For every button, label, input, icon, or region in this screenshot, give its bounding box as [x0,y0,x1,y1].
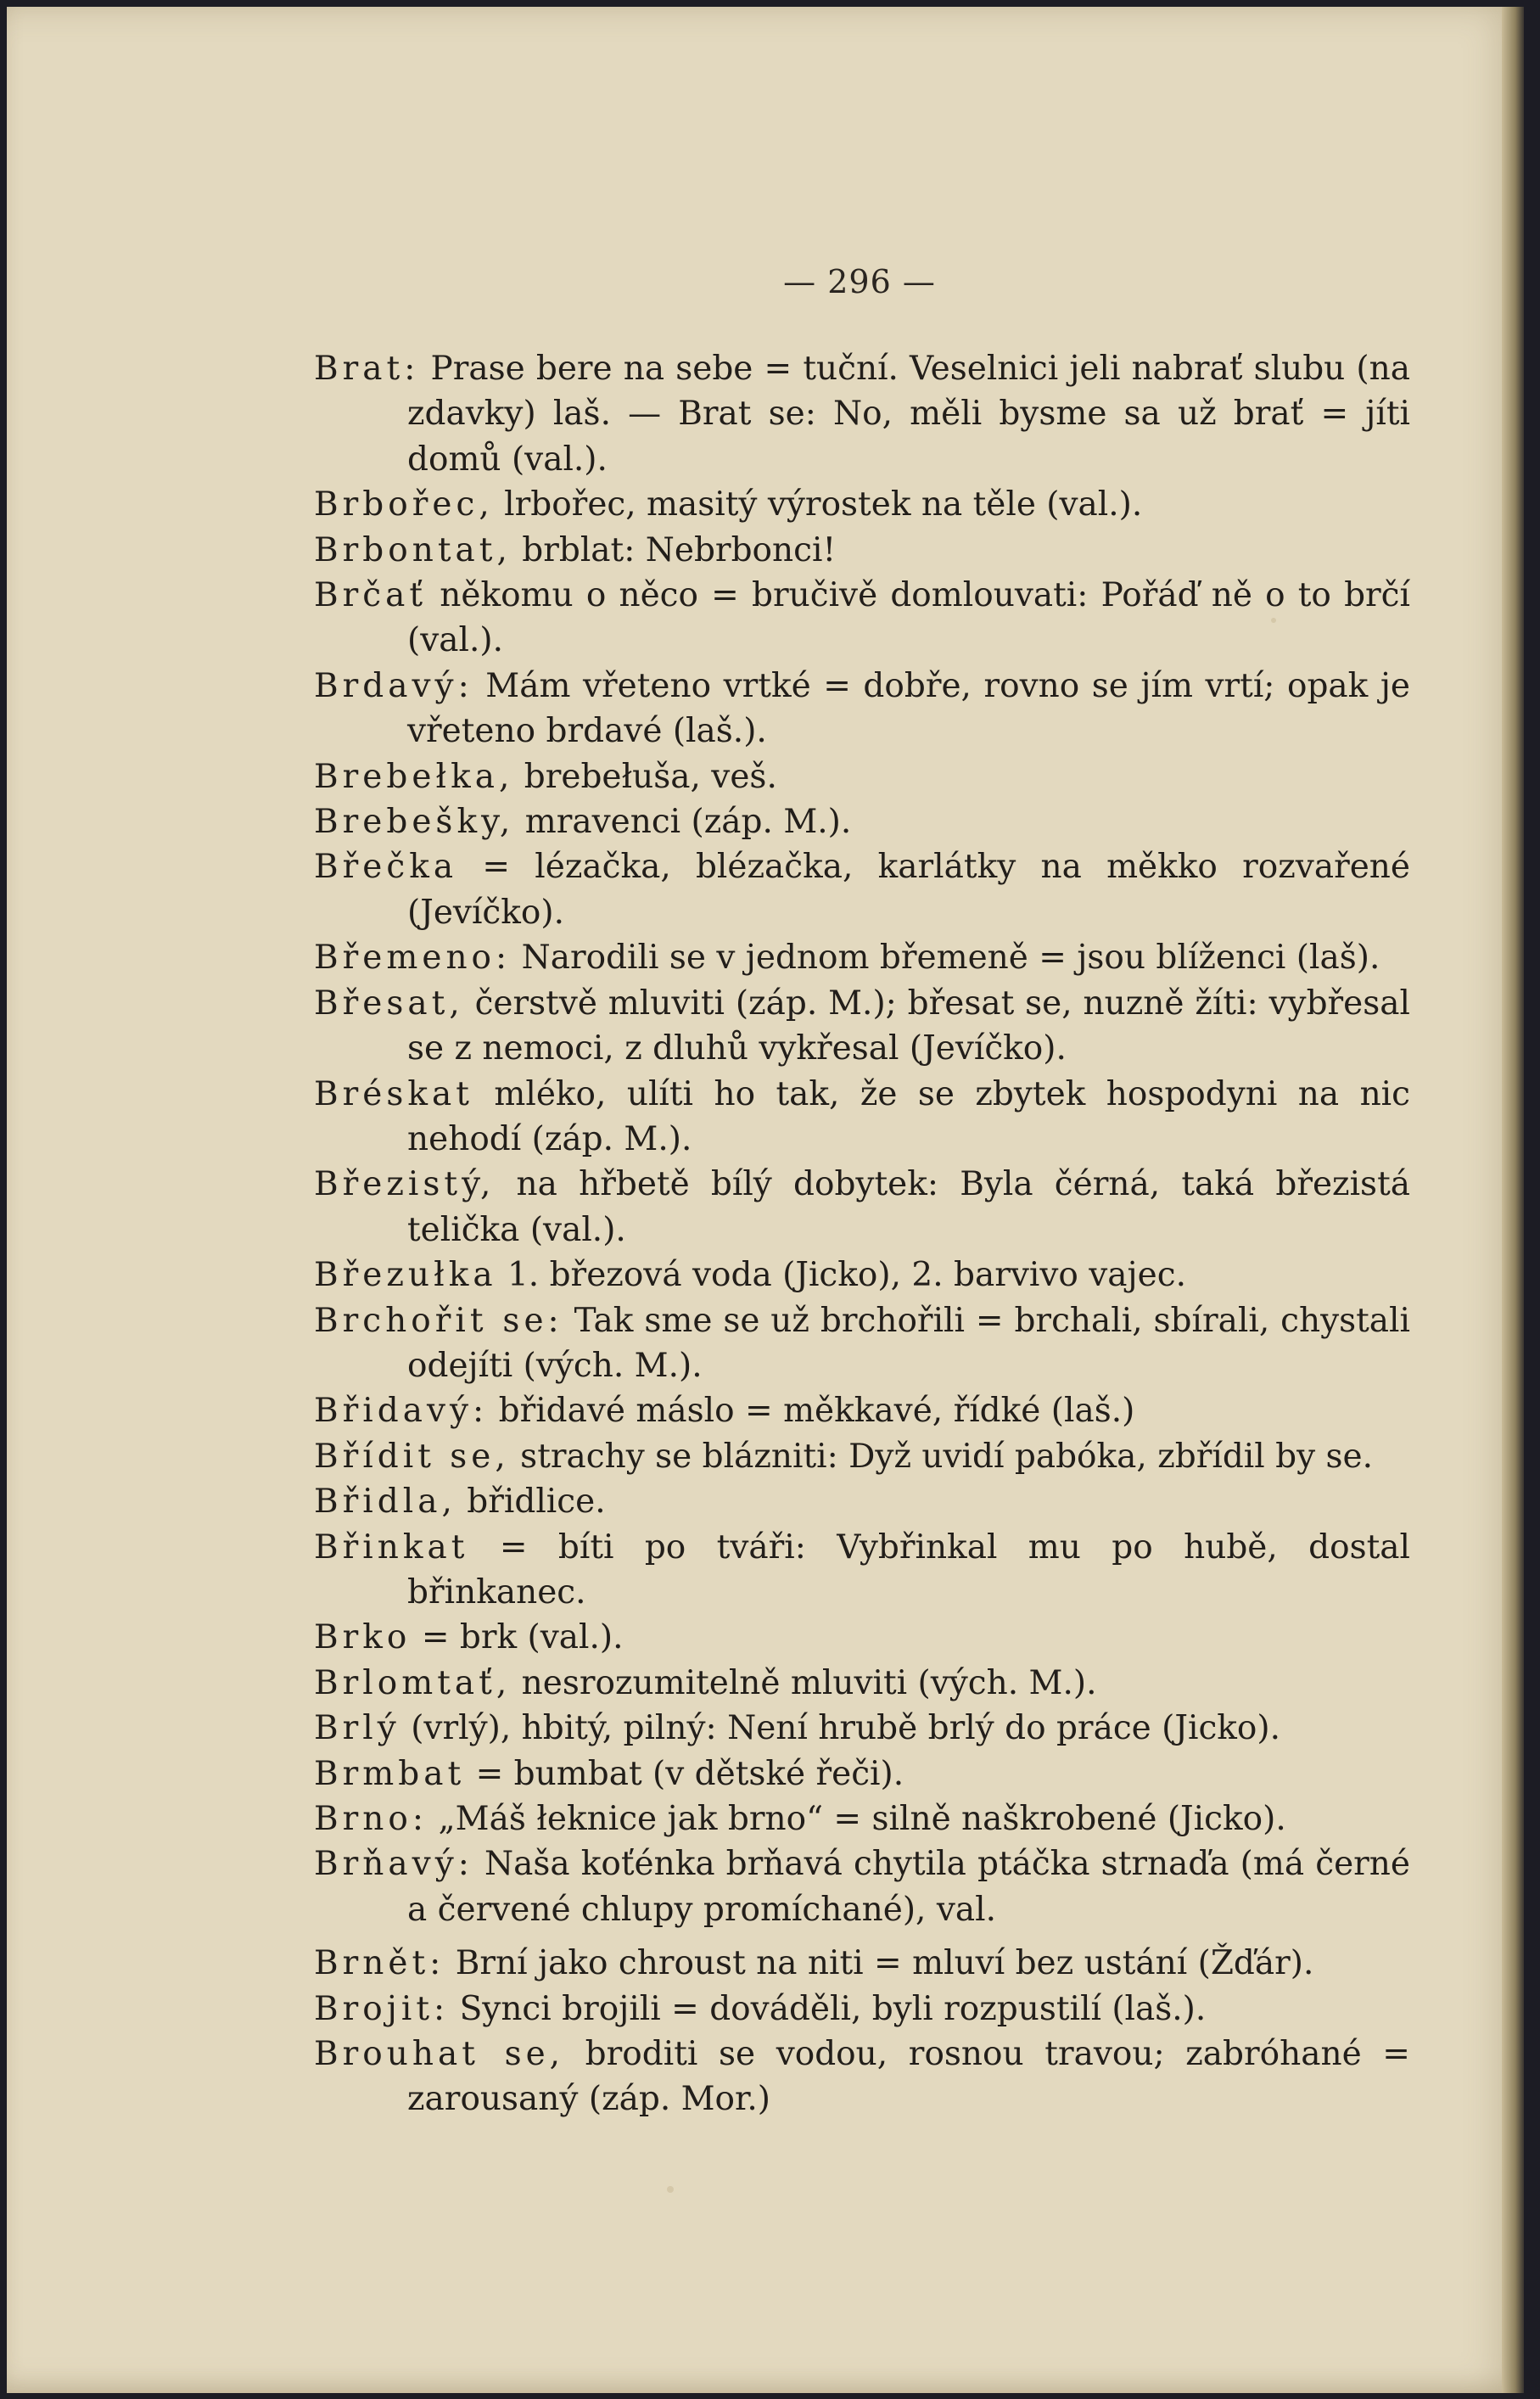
entry-text: = lézačka, blézačka, karlátky na měkko rozvařené (Jevíčko). [407,848,1410,932]
entry-headword: Brchořit se: [314,1301,563,1340]
entry-text: břidlice. [456,1483,606,1522]
entry-text: Narodili se v jednom břemeně = jsou blíženci (laš). [511,939,1380,978]
entry-text: někomu o něco = bručivě domlouvati: Pořáď ně o to brčí (val.). [407,576,1410,660]
entry-text: brblat: Nebrbonci! [511,530,837,569]
dictionary-entry [314,482,1410,527]
entry-text: brebełuša, veš. [513,757,777,796]
entry-headword: Brdavý: [314,666,473,705]
dictionary-entry [314,1661,1410,1706]
entry-text: Mám vřeteno vrtké = dobře, rovno se jím vrtí; opak je vřeteno brdavé (laš.). [407,666,1410,751]
entry-text: mravenci (záp. M.). [514,803,852,842]
entry-text: na hřbetě bílý dobytek: Byla čérná, taká březistá telička (val.). [407,1165,1410,1249]
entry-text: Prase bere na sebe = tuční. Veselnici jeli nabrať slubu (na zdavky) laš. — Brat se: No, měli bysme sa už brať = jíti domů (val.). [407,350,1410,479]
entry-headword: Brčať [314,576,428,615]
dictionary-entry [314,346,1410,482]
dictionary-entry [314,1434,1410,1479]
dictionary-entry [314,844,1410,935]
entry-headword: Břesat, [314,984,464,1023]
dictionary-entry [314,1388,1410,1433]
entry-headword: Břečka [314,848,458,887]
entry-headword: Břidla, [314,1483,456,1522]
entry-headword: Brouhat se, [314,2035,565,2074]
dictionary-entry [314,2032,1410,2122]
dictionary-entry [314,1525,1410,1616]
entry-text: Brní jako chroust na niti = mluví bez ustání (Žďár). [445,1944,1314,1983]
entry-headword: Brbořec, [314,485,494,524]
entry-headword: Březułka [314,1256,497,1295]
dictionary-entry [314,1162,1410,1253]
book-spine [1502,7,1524,2393]
entry-text: břidavé máslo = měkkavé, řídké (laš.) [488,1392,1135,1431]
dictionary-entry [314,1941,1410,1986]
entry-headword: Brlomtať, [314,1663,512,1702]
dictionary-entry [314,1987,1410,2032]
entry-text: lrbořec, masitý výrostek na těle (val.). [493,485,1143,524]
entry-text: = bumbat (v dětské řeči). [465,1754,904,1793]
dictionary-entry [314,1841,1410,1932]
dictionary-entry [314,799,1410,844]
entry-headword: Brojit: [314,1989,450,2028]
dictionary-entry [314,1479,1410,1524]
entry-headword: Brnět: [314,1944,445,1983]
entry-text: Tak sme se už brchořili = brchali, sbírali, chystali odejíti (vých. M.). [407,1301,1410,1385]
entry-text: = bíti po tváři: Vybřinkal mu po hubě, dostal břinkanec. [407,1527,1410,1611]
entry-headword: Brno: [314,1800,428,1838]
page-number: — 296 — [783,263,936,300]
entry-headword: Brat: [314,350,420,388]
dictionary-entry [314,935,1410,980]
dictionary-entry [314,528,1410,573]
dictionary-entries [314,346,1410,2122]
entry-text: mléko, ulíti ho tak, že se zbytek hospodyni na nic nehodí (záp. M.). [407,1074,1410,1158]
entry-headword: Břídit se, [314,1437,510,1476]
dictionary-entry [314,1796,1410,1841]
entry-headword: Břidavý: [314,1392,489,1431]
entry-headword: Brko [314,1618,412,1657]
entry-text: 1. březová voda (Jicko), 2. barvivo vajec. [496,1256,1186,1295]
entry-text: Synci brojili = dováděli, byli rozpustilí (laš.). [449,1989,1207,2028]
entry-headword: Brbontat, [314,530,512,569]
entry-headword: Břemeno: [314,939,512,978]
entry-headword: Bréskat [314,1074,473,1113]
entry-text: Naša koťénka brňavá chytila ptáčka strnaďa (má černé a červené chlupy promíchané), val. [407,1845,1410,1929]
dictionary-entry [314,1706,1410,1751]
entry-headword: Brlý [314,1709,400,1748]
entry-headword: Brňavý: [314,1845,473,1884]
book-page [7,7,1524,2393]
dictionary-entry [314,1752,1410,1796]
dictionary-entry [314,981,1410,1072]
dictionary-entry [314,1298,1410,1389]
entry-text: „Máš łeknice jak brno“ = silně naškrobené (Jicko). [428,1800,1286,1838]
entry-headword: Brebełka, [314,757,514,796]
paper-stain [667,2186,674,2193]
dictionary-entry [314,1072,1410,1163]
entry-text: broditi se vodou, rosnou travou; zabróhané = zarousaný (záp. Mor.) [407,2035,1410,2119]
entry-headword: Brebešky, [314,803,515,842]
dictionary-entry [314,754,1410,799]
entry-text: = brk (val.). [411,1618,624,1657]
dictionary-entry [314,664,1410,754]
entry-text: strachy se blázniti: Dyž uvidí pabóka, zbřídil by se. [509,1437,1374,1476]
entry-text: nesrozumitelně mluviti (vých. M.). [511,1663,1097,1702]
entry-headword: Březistý, [314,1165,496,1204]
entry-headword: Břinkat [314,1527,469,1567]
entry-text: čerstvě mluviti (záp. M.); břesat se, nuzně žíti: vybřesal se z nemoci, z dluhů vykřesal (Jevíčko). [407,984,1410,1068]
dictionary-entry [314,1253,1410,1298]
entry-headword: Brmbat [314,1754,466,1793]
entry-text: (vrlý), hbitý, pilný: Není hrubě brlý do práce (Jicko). [400,1709,1281,1748]
dictionary-entry [314,573,1410,664]
dictionary-entry [314,1615,1410,1660]
